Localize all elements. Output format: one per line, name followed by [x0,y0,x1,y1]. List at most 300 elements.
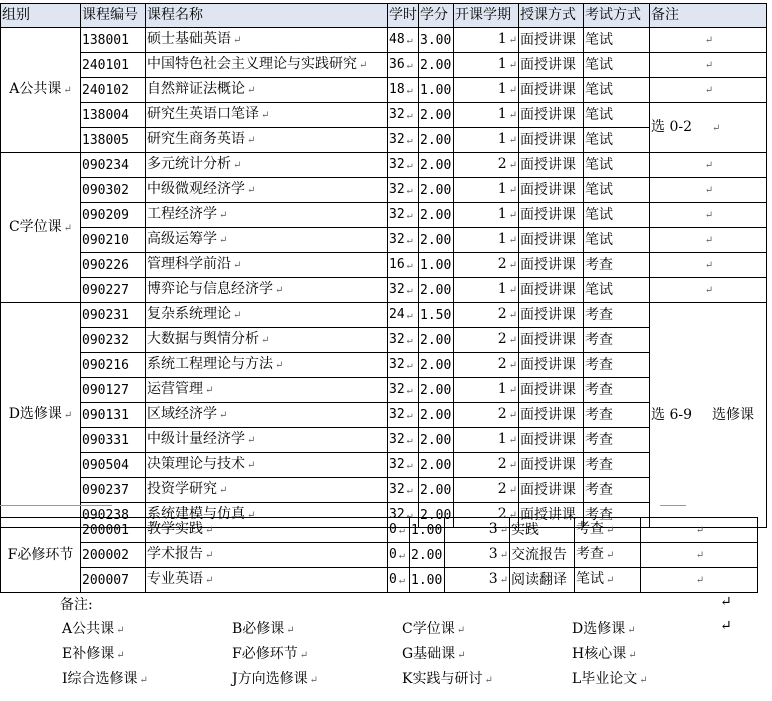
course-credits: 2.00 [419,453,454,478]
paragraph-mark: ↵ [233,160,242,171]
paragraph-mark: ↵ [139,675,148,686]
course-name: 中级计量经济学 ↵ [146,428,388,453]
paragraph-mark: ↵ [205,385,214,396]
course-hours: 32 ↵ [388,428,419,453]
course-code: 090216 [81,353,146,378]
paragraph-mark: ↵ [219,485,228,496]
paragraph-mark: ↵ [406,410,413,421]
course-name: 工程经济学 ↵ [146,203,388,228]
note-cell [650,203,767,228]
paragraph-mark: ↵ [247,185,256,196]
course-credits: 1.00 [410,568,445,593]
course-semester: 3 ↵ [445,568,510,593]
teaching-method: 面授讲课 [519,428,584,453]
course-code: 090227 [81,278,146,303]
paragraph-mark: ↵ [606,575,615,586]
course-credits: 2.00 [419,278,454,303]
divider [660,505,686,508]
teaching-method: 面授讲课 [519,303,584,328]
teaching-method: 面授讲课 [519,503,584,528]
teaching-method: 交流报告 [510,543,575,568]
exam-method: 笔试 [584,178,650,203]
teaching-method: 面授讲课 [519,378,584,403]
course-name: 多元统计分析 ↵ [146,153,388,178]
table-row [1,203,767,228]
exam-method: 笔试 [584,128,650,153]
course-semester: 1 ↵ [454,103,519,128]
note-cell [650,303,767,528]
course-name: 硕士基础英语 ↵ [146,28,388,53]
legend-item: D选修课 ↵ [572,621,636,637]
teaching-method: 面授讲课 [519,228,584,253]
course-hours: 32 ↵ [388,353,419,378]
note-cell [650,78,767,103]
paragraph-mark: ↵ [275,360,284,371]
paragraph-mark: ↵ [508,335,517,346]
course-name: 区域经济学 ↵ [146,403,388,428]
course-credits: 2.00 [419,503,454,528]
paragraph-mark: ↵ [247,135,256,146]
paragraph-mark: ↵ [233,260,242,271]
course-name: 投资学研究 ↵ [146,478,388,503]
note-cell [650,253,767,278]
course-code: 200007 [81,568,146,593]
note-cell [650,28,767,53]
group-label: C学位课 ↵ [1,153,81,303]
divider [0,505,112,508]
exam-method: 笔试 [584,203,650,228]
course-credits: 2.00 [419,403,454,428]
table-row [1,228,767,253]
note-cell [641,518,758,543]
group-label: F必修环节 [1,518,81,593]
course-hours: 32 ↵ [388,503,419,528]
paragraph-mark: ↵ [406,485,413,496]
group-label: A公共课 ↵ [1,28,81,153]
paragraph-mark: ↵ [508,385,517,396]
teaching-method: 阅读翻译 [510,568,575,593]
paragraph-mark: ↵ [704,235,714,246]
table-header [1,4,767,28]
paragraph-mark: ↵ [398,550,405,561]
paragraph-mark: ↵ [406,260,413,271]
table-row [1,278,767,303]
paragraph-mark: ↵ [508,360,517,371]
course-name: 决策理论与技术 ↵ [146,453,388,478]
paragraph-mark: ↵ [116,625,125,636]
paragraph-mark: ↵ [508,235,517,246]
course-semester: 2 ↵ [454,153,519,178]
paragraph-mark: ↵ [457,650,466,661]
paragraph-mark: ↵ [247,85,256,96]
paragraph-mark: ↵ [406,110,413,121]
course-credits: 3.00 [419,28,454,53]
legend-item: L毕业论文 ↵ [572,671,648,687]
paragraph-mark: ↵ [247,460,256,471]
table-row [1,568,758,593]
exam-method: 考查 [584,478,650,503]
header-code: 课程编号 [81,4,146,28]
course-name: 研究生英语口笔译 ↵ [146,103,388,128]
paragraph-mark: ↵ [286,625,295,636]
course-semester: 2 ↵ [454,503,519,528]
table-row [1,28,767,53]
course-code: 090504 [81,453,146,478]
paragraph-mark: ↵ [406,435,413,446]
teaching-method: 面授讲课 [519,328,584,353]
course-name: 自然辩证法概论 ↵ [146,78,388,103]
paragraph-mark: ↵ [499,575,508,586]
course-hours: 32 ↵ [388,403,419,428]
paragraph-mark: ↵ [704,285,714,296]
course-semester: 2 ↵ [454,303,519,328]
teaching-method: 面授讲课 [519,403,584,428]
paragraph-mark: ↵ [704,260,714,271]
table-row [1,253,767,278]
paragraph-mark: ↵ [406,185,413,196]
course-code: 090237 [81,478,146,503]
course-hours: 32 ↵ [388,128,419,153]
teaching-method: 面授讲课 [519,178,584,203]
teaching-method: 面授讲课 [519,203,584,228]
course-code: 240102 [81,78,146,103]
course-credits: 2.00 [419,53,454,78]
paragraph-mark: ↵ [508,460,517,471]
paragraph-mark: ↵ [712,122,721,134]
curriculum-table [0,3,767,528]
course-hours: 32 ↵ [388,328,419,353]
teaching-method: 实践 [510,518,575,543]
teaching-method: 面授讲课 [519,353,584,378]
course-hours: 32 ↵ [388,103,419,128]
course-code: 138005 [81,128,146,153]
paragraph-mark: ↵ [205,550,214,561]
course-name: 运营管理 ↵ [146,378,388,403]
paragraph-mark: ↵ [606,525,615,536]
legend-item: I综合选修课 ↵ [62,671,148,687]
paragraph-mark: ↵ [499,550,508,561]
course-semester: 2 ↵ [454,478,519,503]
header-group: 组别 [1,4,81,28]
paragraph-mark: ↵ [116,650,125,661]
course-credits: 1.00 [419,253,454,278]
paragraph-mark: ↵ [704,60,714,71]
exam-method: 笔试 [584,228,650,253]
paragraph-mark: ↵ [406,35,413,46]
course-credits: 2.00 [419,353,454,378]
table-row [1,543,758,568]
exam-method: 考查 ↵ [575,518,641,543]
course-code: 090331 [81,428,146,453]
course-semester: 3 ↵ [445,518,510,543]
paragraph-mark: ↵ [508,60,517,71]
paragraph-mark: ↵ [639,675,648,686]
table-row [1,103,767,128]
course-name: 大数据与舆情分析 ↵ [146,328,388,353]
exam-method: 笔试 [584,78,650,103]
course-code: 138001 [81,28,146,53]
paragraph-mark: ↵ [359,60,368,71]
course-name: 中级微观经济学 ↵ [146,178,388,203]
course-hours: 32 ↵ [388,203,419,228]
teaching-method: 面授讲课 [519,78,584,103]
legend-item: F必修环节 ↵ [232,646,309,662]
course-semester: 1 ↵ [454,178,519,203]
legend-item: E补修课 ↵ [62,646,125,662]
paragraph-mark: ↵ [398,525,405,536]
legend-item: B必修课 ↵ [232,621,295,637]
exam-method: 考查 [584,303,650,328]
paragraph-mark: ↵ [406,85,413,96]
paragraph-mark: ↵ [261,335,270,346]
table-row [1,53,767,78]
exam-method: 考查 [584,378,650,403]
note-cell [641,568,758,593]
course-credits: 2.00 [419,228,454,253]
teaching-method: 面授讲课 [519,278,584,303]
teaching-method: 面授讲课 [519,103,584,128]
paragraph-mark: ↵ [508,310,517,321]
course-credits: 1.00 [419,78,454,103]
paragraph-mark: ↵ [499,525,508,536]
paragraph-mark: ↵ [398,575,405,586]
course-semester: 1 ↵ [454,203,519,228]
paragraph-mark: ↵ [720,618,732,634]
exam-method: 考查 [584,403,650,428]
course-semester: 2 ↵ [454,453,519,478]
paragraph-mark: ↵ [406,510,413,521]
course-code: 090131 [81,403,146,428]
paragraph-mark: ↵ [484,675,493,686]
legend-item: H核心课 ↵ [572,646,637,662]
paragraph-mark: ↵ [63,410,73,421]
paragraph-mark: ↵ [205,525,214,536]
paragraph-mark: ↵ [704,35,714,46]
course-semester: 2 ↵ [454,328,519,353]
paragraph-mark: ↵ [406,60,413,71]
paragraph-mark: ↵ [508,35,517,46]
group-label: D选修课 ↵ [1,303,81,528]
paragraph-mark: ↵ [508,410,517,421]
course-credits: 2.00 [419,153,454,178]
paragraph-mark: ↵ [627,625,636,636]
note-cell [641,543,758,568]
course-credits: 2.00 [410,543,445,568]
course-code: 090231 [81,303,146,328]
paragraph-mark: ↵ [205,575,214,586]
course-hours: 32 ↵ [388,178,419,203]
paragraph-mark: ↵ [406,285,413,296]
paragraph-mark: ↵ [406,135,413,146]
course-semester: 2 ↵ [454,353,519,378]
course-hours: 18 ↵ [388,78,419,103]
course-credits: 2.00 [419,203,454,228]
paragraph-mark: ↵ [695,525,705,536]
course-code: 090226 [81,253,146,278]
course-code: 138004 [81,103,146,128]
header-teaching: 授课方式 [519,4,584,28]
paragraph-mark: ↵ [508,260,517,271]
teaching-method: 面授讲课 [519,153,584,178]
course-credits: 2.00 [419,128,454,153]
course-semester: 1 ↵ [454,53,519,78]
course-code: 090238 [81,503,146,528]
paragraph-mark: ↵ [219,235,228,246]
course-semester: 1 ↵ [454,278,519,303]
exam-method: 考查 ↵ [575,543,641,568]
paragraph-mark: ↵ [219,410,228,421]
course-credits: 2.00 [419,328,454,353]
note-cell [650,153,767,178]
paragraph-mark: ↵ [406,210,413,221]
paragraph-mark: ↵ [508,185,517,196]
paragraph-mark: ↵ [720,594,732,610]
course-semester: 1 ↵ [454,128,519,153]
course-code: 090302 [81,178,146,203]
course-code: 090210 [81,228,146,253]
paragraph-mark: ↵ [233,35,242,46]
course-name: 管理科学前沿 ↵ [146,253,388,278]
note-cell [650,53,767,78]
course-hours: 32 ↵ [388,453,419,478]
exam-method: 考查 [584,353,650,378]
course-hours: 0 ↵ [388,518,410,543]
course-code: 090127 [81,378,146,403]
course-semester: 1 ↵ [454,378,519,403]
table-row [1,518,758,543]
paragraph-mark: ↵ [695,550,705,561]
note-cell [650,228,767,253]
course-hours: 48 ↵ [388,28,419,53]
course-semester: 2 ↵ [454,253,519,278]
course-hours: 0 ↵ [388,568,410,593]
exam-method: 笔试 [584,153,650,178]
header-name: 课程名称 [146,4,388,28]
paragraph-mark: ↵ [508,160,517,171]
paragraph-mark: ↵ [628,650,637,661]
course-hours: 24 ↵ [388,303,419,328]
course-name: 研究生商务英语 ↵ [146,128,388,153]
course-name: 专业英语 ↵ [146,568,388,593]
paragraph-mark: ↵ [406,385,413,396]
table-row [1,303,767,328]
paragraph-mark: ↵ [704,85,714,96]
course-code: 240101 [81,53,146,78]
exam-method: 笔试 [584,278,650,303]
course-semester: 2 ↵ [454,403,519,428]
legend-item: K实践与研讨 ↵ [402,671,493,687]
exam-method: 考查 [584,253,650,278]
paragraph-mark: ↵ [508,485,517,496]
paragraph-mark: ↵ [508,110,517,121]
header-hours: 学时 [388,4,419,28]
paragraph-mark: ↵ [406,335,413,346]
course-semester: 1 ↵ [454,78,519,103]
course-credits: 2.00 [419,378,454,403]
course-hours: 32 ↵ [388,228,419,253]
legend-item: G基础课 ↵ [402,646,466,662]
paragraph-mark: ↵ [704,185,714,196]
header-exam: 考试方式 [584,4,650,28]
table-row [1,78,767,103]
legend-item: A公共课 ↵ [62,621,125,637]
course-credits: 2.00 [419,428,454,453]
header-credits: 学分 [419,4,454,28]
course-name: 高级运筹学 ↵ [146,228,388,253]
course-name: 教学实践 ↵ [146,518,388,543]
paragraph-mark: ↵ [508,435,517,446]
course-hours: 32 ↵ [388,278,419,303]
paragraph-mark: ↵ [63,85,72,96]
paragraph-mark: ↵ [247,435,256,446]
header-note: 备注 [650,4,767,28]
paragraph-mark: ↵ [406,160,413,171]
paragraph-mark: ↵ [456,625,466,636]
exam-method: 笔试 ↵ [575,568,641,593]
course-name: 博弈论与信息经济学 ↵ [146,278,388,303]
course-credits: 1.00 [410,518,445,543]
course-credits: 1.50 [419,303,454,328]
course-semester: 1 ↵ [454,28,519,53]
notes-title: 备注: [60,597,93,613]
course-semester: 1 ↵ [454,228,519,253]
note-range: 选 6-9 [651,406,692,423]
course-code: 200001 [81,518,146,543]
course-hours: 32 ↵ [388,153,419,178]
note-cell [650,278,767,303]
course-credits: 2.00 [419,178,454,203]
paragraph-mark: ↵ [233,310,242,321]
paragraph-mark: ↵ [704,210,714,221]
exam-method: 考查 [584,428,650,453]
course-name: 系统工程理论与方法 ↵ [146,353,388,378]
course-hours: 0 ↵ [388,543,410,568]
paragraph-mark: ↵ [219,210,228,221]
paragraph-mark: ↵ [406,460,413,471]
table-row [1,153,767,178]
paragraph-mark: ↵ [406,360,413,371]
paragraph-mark: ↵ [695,575,705,586]
paragraph-mark: ↵ [606,550,615,561]
course-name: 复杂系统理论 ↵ [146,303,388,328]
paragraph-mark: ↵ [261,110,270,121]
course-hours: 16 ↵ [388,253,419,278]
paragraph-mark: ↵ [704,160,714,171]
paragraph-mark: ↵ [508,135,517,146]
teaching-method: 面授讲课 [519,28,584,53]
paragraph-mark: ↵ [508,85,517,96]
legend-item: C学位课 ↵ [402,621,466,637]
course-semester: 1 ↵ [454,428,519,453]
paragraph-mark: ↵ [299,650,309,661]
header-semester: 开课学期 [454,4,519,28]
exam-method: 笔试 [584,53,650,78]
paragraph-mark: ↵ [309,675,319,686]
paragraph-mark: ↵ [275,285,284,296]
course-code: 090232 [81,328,146,353]
paragraph-mark: ↵ [63,222,73,234]
paragraph-mark: ↵ [247,510,256,521]
exam-method: 考查 [584,453,650,478]
course-name: 中国特色社会主义理论与实践研究 ↵ [146,53,388,78]
teaching-method: 面授讲课 [519,53,584,78]
paragraph-mark: ↵ [508,510,517,521]
teaching-method: 面授讲课 [519,478,584,503]
course-credits: 2.00 [419,103,454,128]
teaching-method: 面授讲课 [519,253,584,278]
course-semester: 3 ↵ [445,543,510,568]
course-code: 090209 [81,203,146,228]
